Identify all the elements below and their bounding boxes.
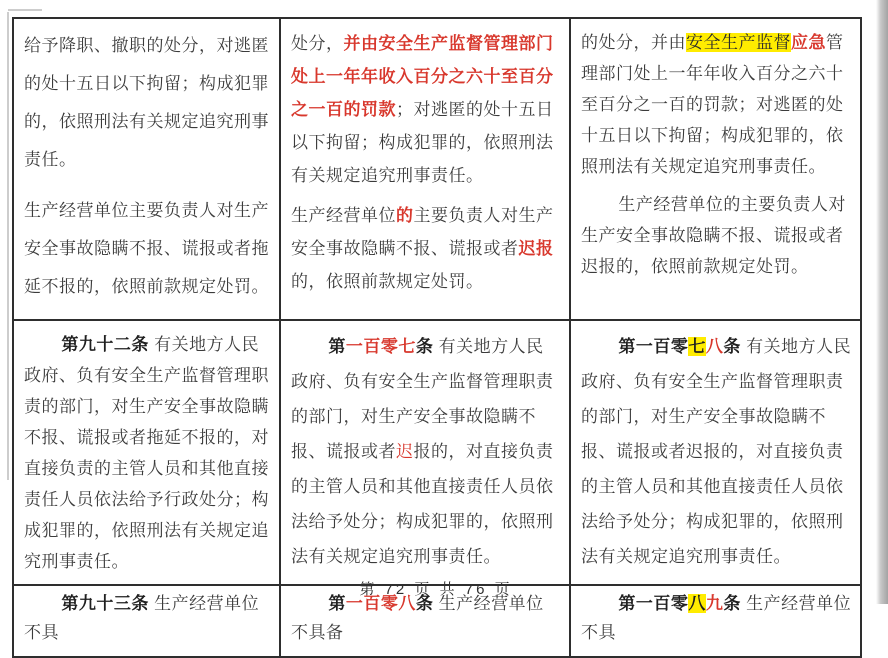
text-run: 八 [688, 594, 706, 613]
table-row [13, 18, 861, 320]
text-run: 安全生产监督 [686, 33, 791, 52]
text-run: 九 [705, 594, 724, 613]
text-run: 第九十二条 [61, 335, 149, 354]
paragraph [291, 329, 561, 574]
paragraph [291, 199, 561, 298]
text-run: 一百零七 [345, 337, 416, 356]
table-row [13, 320, 861, 585]
text-run: 生产经营单位不具备 [291, 594, 544, 642]
text-run: 第 [328, 337, 346, 356]
text-run: 迟报 [518, 239, 554, 258]
scan-edge-left [7, 12, 9, 480]
paragraph [291, 27, 561, 192]
text-run: 条 [415, 337, 434, 356]
paragraph [24, 27, 271, 179]
text-run: 七 [688, 337, 706, 356]
paragraph [581, 329, 852, 574]
text-run: 主要负责人对生产安全事故隐瞒不报、谎报或者 [291, 206, 554, 258]
text-run: 处分， [291, 34, 344, 53]
text-run: 条 [415, 594, 434, 613]
text-run: 生产经营单位不具 [24, 594, 260, 642]
paragraph [581, 27, 852, 182]
text-run: 的 [396, 206, 414, 225]
text-run: 报的，对直接负责的主管人员和其他直接责任人员依法给予处分；构成犯罪的，依照刑法有关规定追究刑事责任。 [291, 442, 554, 566]
scan-edge-right [876, 0, 888, 604]
text-run: 条 [723, 337, 741, 356]
text-run: 第一百零 [618, 337, 689, 356]
table-cell [280, 18, 570, 320]
scan-edge-top [8, 9, 42, 11]
text-run: 第九十三条 [61, 594, 149, 613]
text-run: 生产经营单位 [291, 206, 396, 225]
table-cell [13, 320, 280, 585]
text-run: 有关地方人民政府、负有安全生产监督管理职责的部门，对生产安全事故隐瞒不报、谎报或者 [291, 337, 554, 461]
text-run: 一百零八 [345, 594, 416, 613]
text-run: 迟 [396, 442, 414, 461]
text-run: 有关地方人民政府、负有安全生产监督管理职责的部门，对生产安全事故隐瞒不报、谎报或者迟报的，对直接负责的主管人员和其他直接责任人员依法给予处分；构成犯罪的，依照刑法有关规定追究刑事责任。 [581, 337, 852, 566]
paragraph [581, 189, 852, 282]
table-cell [570, 320, 861, 585]
table-cell [570, 18, 861, 320]
table-cell [280, 320, 570, 585]
text-run: 管理部门处上一年年收入百分之六十至百分之一百的罚款；对逃匿的处十五日以下拘留；构成犯罪的，依照刑法有关规定追究刑事责任。 [581, 33, 844, 176]
page-footer: 第 72 页 共 76 页 [359, 581, 513, 598]
text-run: 生产经营单位的主要负责人对生产安全事故隐瞒不报、谎报或者迟报的，依照前款规定处罚。 [581, 195, 846, 276]
table-cell [13, 18, 280, 320]
text-run: 应急 [791, 33, 826, 52]
text-run: 的，依照前款规定处罚。 [291, 272, 484, 291]
text-run: ；对逃匿的处十五日以下拘留；构成犯罪的，依照刑法有关规定追究刑事责任。 [291, 100, 554, 185]
paragraph [24, 329, 271, 577]
text-run: 的处分，并由 [581, 33, 686, 52]
text-run: 生产经营单位不具 [581, 594, 852, 642]
text-run: 给予降职、撤职的处分，对逃匿的处十五日以下拘留；构成犯罪的，依照刑法有关规定追究刑事责任。 [24, 36, 269, 169]
text-run: 并由安全生产监督管理部门处上一年年收入百分之六十至百分之一百的罚款 [291, 34, 554, 119]
text-run: 八 [705, 337, 724, 356]
text-run: 第 [328, 594, 346, 613]
law-comparison-table [12, 17, 862, 658]
text-run: 第一百零 [618, 594, 689, 613]
text-run: 生产经营单位主要负责人对生产安全事故隐瞒不报、谎报或者拖延不报的，依照前款规定处罚。 [24, 201, 269, 296]
text-run: 有关地方人民政府、负有安全生产监督管理职责的部门，对生产安全事故隐瞒不报、谎报或者拖延不报的，对直接负责的主管人员和其他直接责任人员依法给予行政处分；构成犯罪的，依照刑法有关规定追究刑事责任。 [24, 335, 269, 571]
paragraph [24, 192, 271, 306]
text-run: 条 [723, 594, 741, 613]
